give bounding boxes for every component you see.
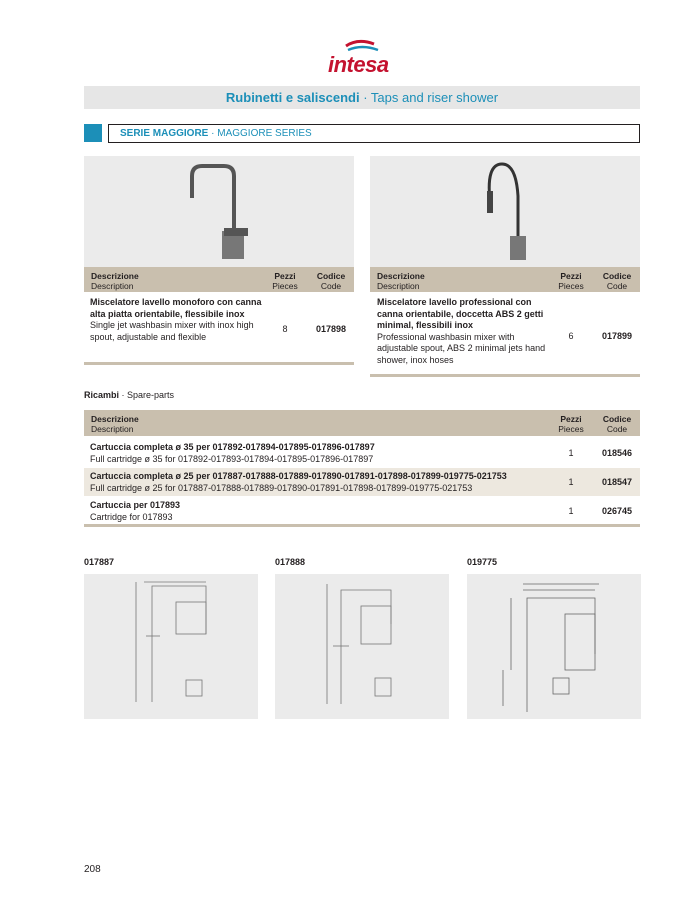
header-description-it: Descrizione bbox=[91, 271, 139, 281]
spare-parts-table-header bbox=[84, 410, 640, 436]
header-pieces-en: Pieces bbox=[558, 424, 584, 434]
spare-part-description bbox=[90, 500, 550, 523]
product-subtitle: Professional washbasin mixer with adjustable spout, ABS 2 minimal jets hand shower, inox hoses bbox=[377, 331, 546, 365]
spare-part-subtitle: Full cartridge ø 35 for 017892-017893-017894-017895-017896-017897 bbox=[90, 453, 374, 464]
header-description-en: Description bbox=[377, 281, 420, 291]
product-description bbox=[377, 297, 547, 366]
product-description bbox=[90, 297, 270, 343]
title-separator: · bbox=[359, 90, 371, 105]
series-title bbox=[108, 124, 640, 143]
header-pieces-en: Pieces bbox=[558, 281, 584, 291]
spare-part-pieces: 1 bbox=[568, 477, 574, 487]
header-description-it: Descrizione bbox=[91, 414, 139, 424]
spare-part-subtitle: Cartridge for 017893 bbox=[90, 511, 173, 522]
header-code-it: Codice bbox=[602, 414, 632, 424]
spare-part-title: Cartuccia completa ø 35 per 017892-017894-017895-017896-017897 bbox=[90, 442, 375, 452]
header-code-it: Codice bbox=[316, 271, 346, 281]
spare-part-code: 018546 bbox=[601, 448, 633, 458]
product-code: 017898 bbox=[315, 324, 347, 334]
spare-part-description bbox=[90, 471, 550, 494]
page-number: 208 bbox=[84, 864, 101, 875]
header-description-en: Description bbox=[91, 281, 134, 291]
product-title: Miscelatore lavello professional con canna orientabile, doccetta ABS 2 getti minimal, flessibili inox bbox=[377, 297, 544, 330]
spare-part-title: Cartuccia per 017893 bbox=[90, 500, 181, 510]
technical-drawing-017887 bbox=[84, 574, 258, 719]
product-table-header bbox=[84, 267, 354, 292]
drawing-code: 017888 bbox=[275, 557, 306, 567]
spare-part-pieces: 1 bbox=[568, 448, 574, 458]
product-pieces: 6 bbox=[568, 331, 574, 341]
spare-parts-italian: Ricambi bbox=[84, 390, 120, 400]
header-description-it: Descrizione bbox=[377, 271, 425, 281]
title-italian: Rubinetti e saliscendi bbox=[225, 90, 360, 105]
header-pieces-it: Pezzi bbox=[274, 271, 296, 281]
header-code-it: Codice bbox=[602, 271, 632, 281]
spare-part-title: Cartuccia completa ø 25 per 017887-017888-017889-017890-017891-017898-017899-019775-021753 bbox=[90, 471, 507, 481]
spare-part-description bbox=[90, 442, 550, 465]
product-photo-017899 bbox=[370, 156, 640, 267]
series-marker bbox=[84, 124, 102, 142]
header-code-en: Code bbox=[606, 281, 628, 291]
product-table-header bbox=[370, 267, 640, 292]
spare-part-pieces: 1 bbox=[568, 506, 574, 516]
brand-logo: intesa bbox=[328, 52, 389, 77]
spare-part-code: 026745 bbox=[601, 506, 633, 516]
header-code-en: Code bbox=[606, 424, 628, 434]
drawing-code: 017887 bbox=[84, 557, 115, 567]
header-code-en: Code bbox=[320, 281, 342, 291]
header-pieces-en: Pieces bbox=[272, 281, 298, 291]
spare-parts-label bbox=[84, 390, 174, 400]
spare-parts-english: Spare-parts bbox=[127, 390, 175, 400]
series-name-italian: SERIE MAGGIORE bbox=[120, 128, 209, 139]
product-code: 017899 bbox=[601, 331, 633, 341]
header-pieces-it: Pezzi bbox=[560, 271, 582, 281]
schematic-drawing bbox=[467, 574, 641, 719]
spare-part-subtitle: Full cartridge ø 25 for 017887-017888-017889-017890-017891-017898-017899-019775-021753 bbox=[90, 482, 473, 493]
table-divider bbox=[84, 524, 640, 527]
title-english: Taps and riser shower bbox=[370, 90, 499, 105]
product-subtitle: Single jet washbasin mixer with inox high spout, adjustable and flexible bbox=[90, 320, 254, 342]
series-separator: · bbox=[208, 128, 218, 139]
spare-part-code: 018547 bbox=[601, 477, 633, 487]
technical-drawing-019775 bbox=[467, 574, 641, 719]
spare-parts-separator: · bbox=[119, 390, 128, 400]
product-photo-017898 bbox=[84, 156, 354, 267]
header-description-en: Description bbox=[91, 424, 134, 434]
table-divider bbox=[84, 362, 354, 365]
schematic-drawing bbox=[275, 574, 449, 719]
table-divider bbox=[370, 374, 640, 377]
product-title: Miscelatore lavello monoforo con canna alta piatta orientabile, flessibile inox bbox=[90, 297, 262, 319]
technical-drawing-017888 bbox=[275, 574, 449, 719]
series-name-english: MAGGIORE SERIES bbox=[217, 128, 312, 139]
faucet-illustration bbox=[370, 156, 640, 267]
drawing-code: 019775 bbox=[467, 557, 498, 567]
header-pieces-it: Pezzi bbox=[560, 414, 582, 424]
product-pieces: 8 bbox=[282, 324, 288, 334]
page-title bbox=[84, 86, 640, 109]
schematic-drawing bbox=[84, 574, 258, 719]
faucet-illustration bbox=[84, 156, 354, 267]
